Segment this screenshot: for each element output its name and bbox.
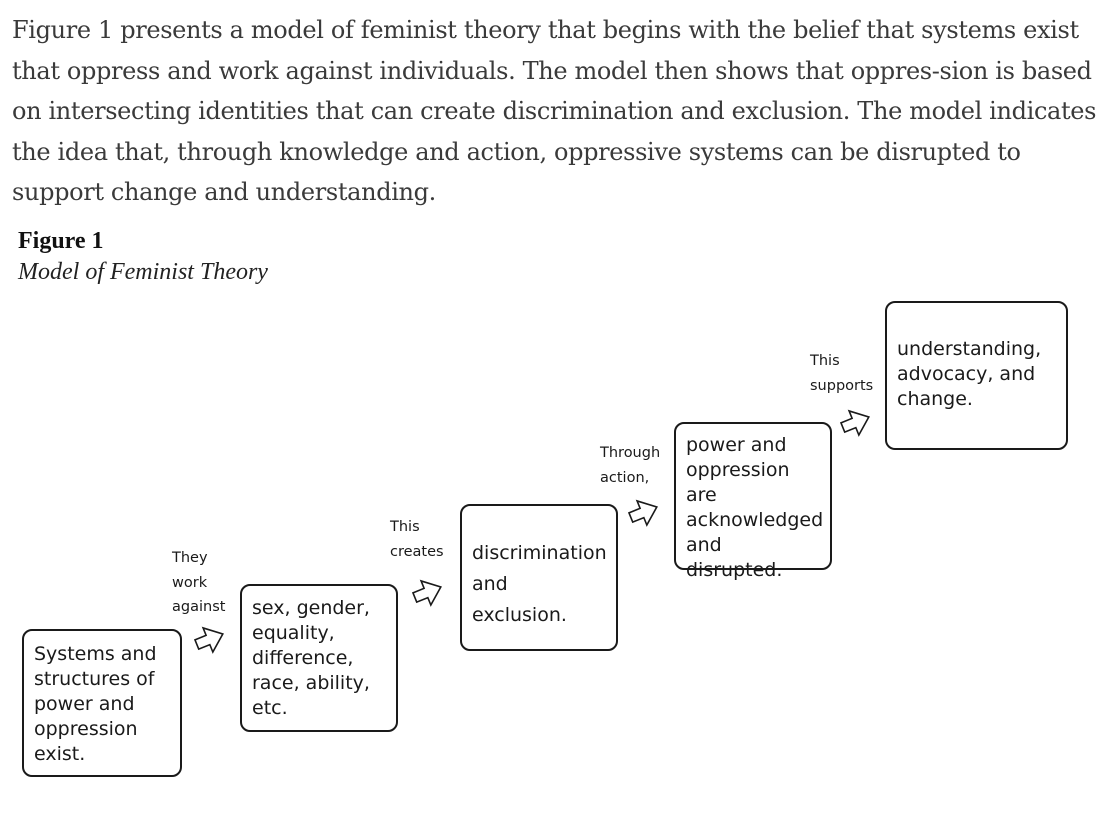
step-box-discrimination: [460, 504, 618, 651]
step-text-discrimination: discrimination and exclusion.: [472, 542, 607, 626]
step-box-disrupted: [674, 422, 832, 581]
step-text-identities: sex, gender, equality, difference, race, ability, etc.: [252, 597, 370, 719]
arrow-icon: [839, 403, 873, 437]
step-text-change: understanding, advocacy, and change.: [897, 338, 1042, 410]
step-box-identities: [240, 584, 398, 732]
connector-label-work-against: They work against: [172, 550, 226, 615]
arrow-icon: [193, 620, 227, 654]
step-box-change: [885, 301, 1068, 450]
connector-label-creates: This creates: [390, 519, 444, 560]
step-box-systems: [22, 629, 182, 777]
arrow-icon: [627, 493, 661, 527]
step-text-disrupted: power and oppression are acknowledged and disrupted.: [686, 434, 824, 581]
figure-number: Figure 1: [18, 228, 104, 254]
connector-label-supports: This supports: [810, 353, 874, 394]
intro-paragraph: Figure 1 presents a model of feminist theory that begins with the belief that systems exist that oppress and work against individuals. The model then shows that oppres-sion is based on intersecting identities that can create discrimination and exclusion. The model indicates the idea that, through knowledge and action, oppressive systems can be disrupted to support change and understanding.: [12, 16, 1097, 206]
connector-label-through-action: Through action,: [600, 445, 661, 486]
step-text-systems: Systems and structures of power and oppression exist.: [34, 643, 157, 765]
arrow-icon: [411, 573, 445, 607]
figure-title: Model of Feminist Theory: [18, 259, 268, 285]
